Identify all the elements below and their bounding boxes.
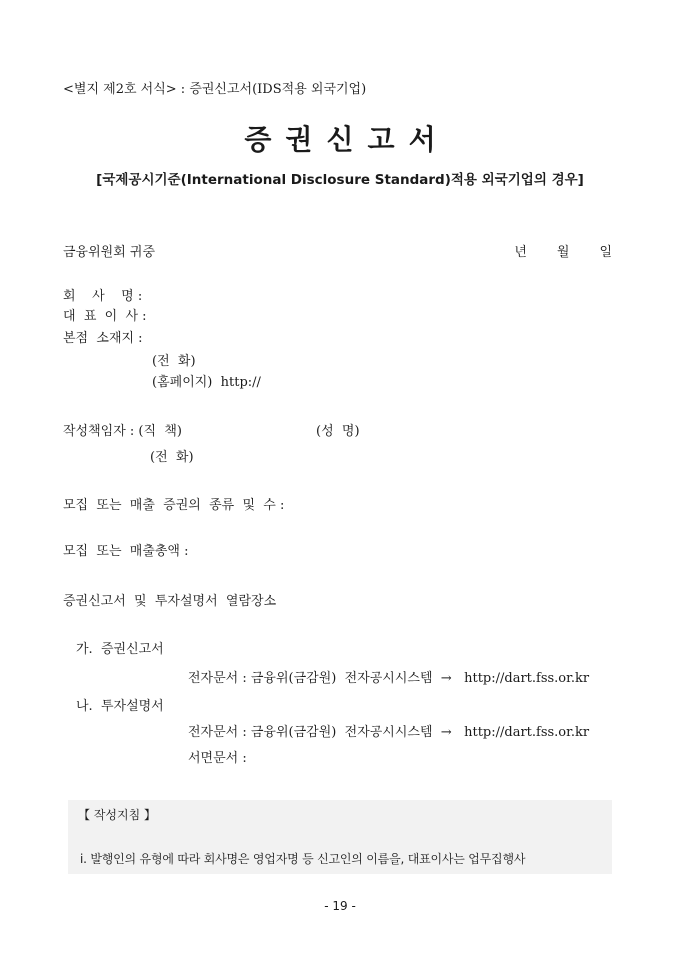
addressee: 금융위원회 귀중 xyxy=(63,245,156,260)
place-line-prospectus-electronic: 전자문서 : 금융위(금감원) 전자공시시스템 → http://dart.fss.or.kr xyxy=(188,725,590,740)
preparer-title-label: 작성책임자 : (직 책) xyxy=(63,424,182,439)
writing-guide-text: ⅰ. 발행인의 유형에 따라 회사명은 영업자명 등 신고인의 이름을, 대표이사는 업무집행사 xyxy=(80,852,526,866)
ceo-label: 대 표 이 사 : xyxy=(63,309,147,324)
securities-type-label: 모집 또는 매출 증권의 종류 및 수 : xyxy=(63,498,285,513)
date-fields xyxy=(514,241,612,260)
company-phone-label: (전 화) xyxy=(152,354,196,369)
place-line-registration-electronic: 전자문서 : 금융위(금감원) 전자공시시스템 → http://dart.fss.or.kr xyxy=(188,671,590,686)
day-label: 일 xyxy=(599,245,612,260)
page-number: - 19 - xyxy=(324,899,356,913)
homepage-label: (홈페이지) http:// xyxy=(152,375,261,390)
inspection-place-label: 증권신고서 및 투자설명서 열람장소 xyxy=(63,594,277,609)
preparer-phone-label: (전 화) xyxy=(150,450,194,465)
place-heading-prospectus: 나. 투자설명서 xyxy=(76,699,164,714)
hq-address-label: 본점 소재지 : xyxy=(63,331,143,346)
year-label: 년 xyxy=(514,245,527,260)
form-reference: <별지 제2호 서식> : 증권신고서(IDS적용 외국기업) xyxy=(63,82,367,97)
total-amount-label: 모집 또는 매출총액 : xyxy=(63,544,189,559)
company-name-label: 회 사 명 : xyxy=(63,289,143,304)
preparer-name-label: (성 명) xyxy=(316,424,360,439)
document-subtitle: [국제공시기준(International Disclosure Standard)적용 외국기업의 경우] xyxy=(96,172,584,188)
month-label: 월 xyxy=(556,245,570,260)
writing-guide-label: 【 작성지침 】 xyxy=(78,808,156,822)
document-title: 증권신고서 xyxy=(244,123,450,156)
place-heading-registration: 가. 증권신고서 xyxy=(76,642,164,657)
place-line-prospectus-paper: 서면문서 : xyxy=(188,751,247,766)
